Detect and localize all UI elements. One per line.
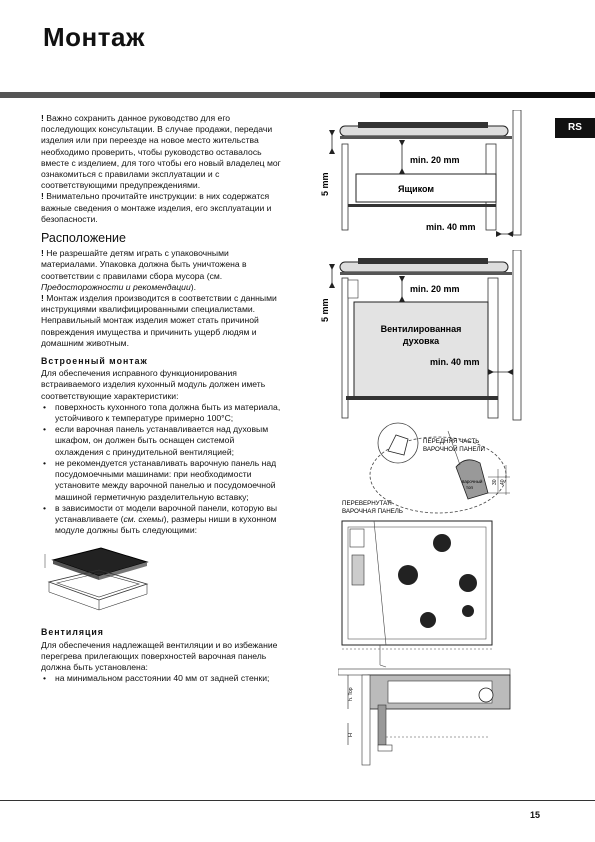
page-number: 15 <box>530 810 541 820</box>
hob-cutout-figure <box>43 542 153 620</box>
dim-h-top-label: h. Top <box>348 687 354 701</box>
top-label-line-2: топ <box>466 485 473 490</box>
intro-paragraph-2: ! Внимательно прочитайте инструкции: в них содержатся важные сведения о монтаже изделия, его эксплуатации и безопасности. <box>41 191 272 224</box>
drawer-label: Ящиком <box>398 184 435 194</box>
dim-30-label: 30 <box>492 479 498 485</box>
ventilation-heading: Вентиляция <box>41 627 104 638</box>
footer-rule <box>0 800 595 801</box>
list-item: • поверхность кухонного топа должна быть из материала, устойчивого к температуре примерно 100°C; <box>41 402 281 424</box>
oven-label-line-2: духовка <box>402 336 440 346</box>
page-title: Монтаж <box>43 22 145 52</box>
hob-cutout-diagram <box>43 542 153 620</box>
ventilation-paragraph-2: перегрева прилегающих поверхностей варочная панель должна быть установлена: <box>41 650 267 672</box>
builtin-heading: Встроенный монтаж <box>41 356 148 367</box>
dim-5mm-label: 5 mm <box>320 172 330 196</box>
list-item: • на минимальном расстоянии 40 мм от задней стенки; <box>41 673 281 684</box>
top-label-line-1: варочный <box>462 479 483 484</box>
placement-paragraph-2: ! Монтаж изделия производится в соответствии с данными инструкциями квалифицированными специалистами. Неправильный монтаж изделия может стать причиной повреждения имущества и причинить ущерб людям и домашним животным. <box>41 293 277 348</box>
bracket-mounting-diagram <box>338 405 528 780</box>
dim-40-label: 40 <box>500 479 506 485</box>
dim-h-label: H <box>348 733 354 737</box>
front-label-line-1: ПЕРЕДНЯЯ ЧАСТЬ <box>423 438 480 445</box>
warning-icon: ! <box>41 248 47 259</box>
placement-heading: Расположение <box>41 231 126 246</box>
list-item: • если варочная панель устанавливается над духовым шкафом, он должен быть оснащен системой охлаждения с принудительной вентиляцией; <box>41 424 281 458</box>
flipped-label-line-1: ПЕРЕВЕРНУТАЯ <box>342 500 392 507</box>
intro-paragraph-1: ! Важно сохранить данное руководство для его последующих консультации. В случае продажи, передачи изделия или при переезде на новое место жительства необходимо проверить, чтобы руководство оставалось вместе с изделием, для того чтобы его новый владелец мог ознакомиться с правилами эксплуатации и с соответствующими предупреждениями. <box>41 113 281 191</box>
drawer-installation-diagram <box>318 110 523 240</box>
front-label-line-2: ВАРОЧНОЙ ПАНЕЛИ <box>423 446 485 453</box>
header-rule-gray <box>0 92 380 98</box>
flipped-label-line-2: ВАРОЧНАЯ ПАНЕЛЬ <box>342 508 403 515</box>
header-rule-black <box>380 92 595 98</box>
min-20mm-label: min. 20 mm <box>410 284 460 294</box>
language-tab: RS <box>555 118 595 138</box>
list-item: • в зависимости от модели варочной панели, которую вы устанавливаете (см. схемы), размеры ниши в кухонном модуле должны быть следующими: <box>41 503 281 537</box>
min-20mm-label: min. 20 mm <box>410 155 460 165</box>
min-40mm-label: min. 40 mm <box>430 357 480 367</box>
oven-installation-diagram <box>318 250 523 425</box>
dim-5mm-label: 5 mm <box>320 298 330 322</box>
text-column <box>41 113 281 684</box>
warning-icon: ! <box>41 293 47 304</box>
min-40mm-label: min. 40 mm <box>426 222 476 232</box>
list-item: • не рекомендуется устанавливать варочную панель над посудомоечными машинами: при необходимости установите между варочной панелью и посудомоечной машиной герметичную разделительную вставку; <box>41 458 281 503</box>
ventilation-list <box>41 673 281 684</box>
ventilation-paragraph-1: Для обеспечения надлежащей вентиляции и во избежание <box>41 639 278 650</box>
oven-label-line-1: Вентилированная <box>380 324 462 334</box>
builtin-list <box>41 402 281 536</box>
warning-icon: ! <box>41 191 47 202</box>
builtin-intro: Для обеспечения исправного функционирования встраиваемого изделия кухонный модуль должен иметь соответствующие характеристики: <box>41 368 266 401</box>
warning-icon: ! <box>41 113 47 123</box>
placement-paragraph-1: ! Не разрешайте детям играть с упаковочными материалами. Упаковка должна быть уничтожена в соответствии с правилами сбора мусора (см. Предосторожности и рекомендации). <box>41 248 247 292</box>
